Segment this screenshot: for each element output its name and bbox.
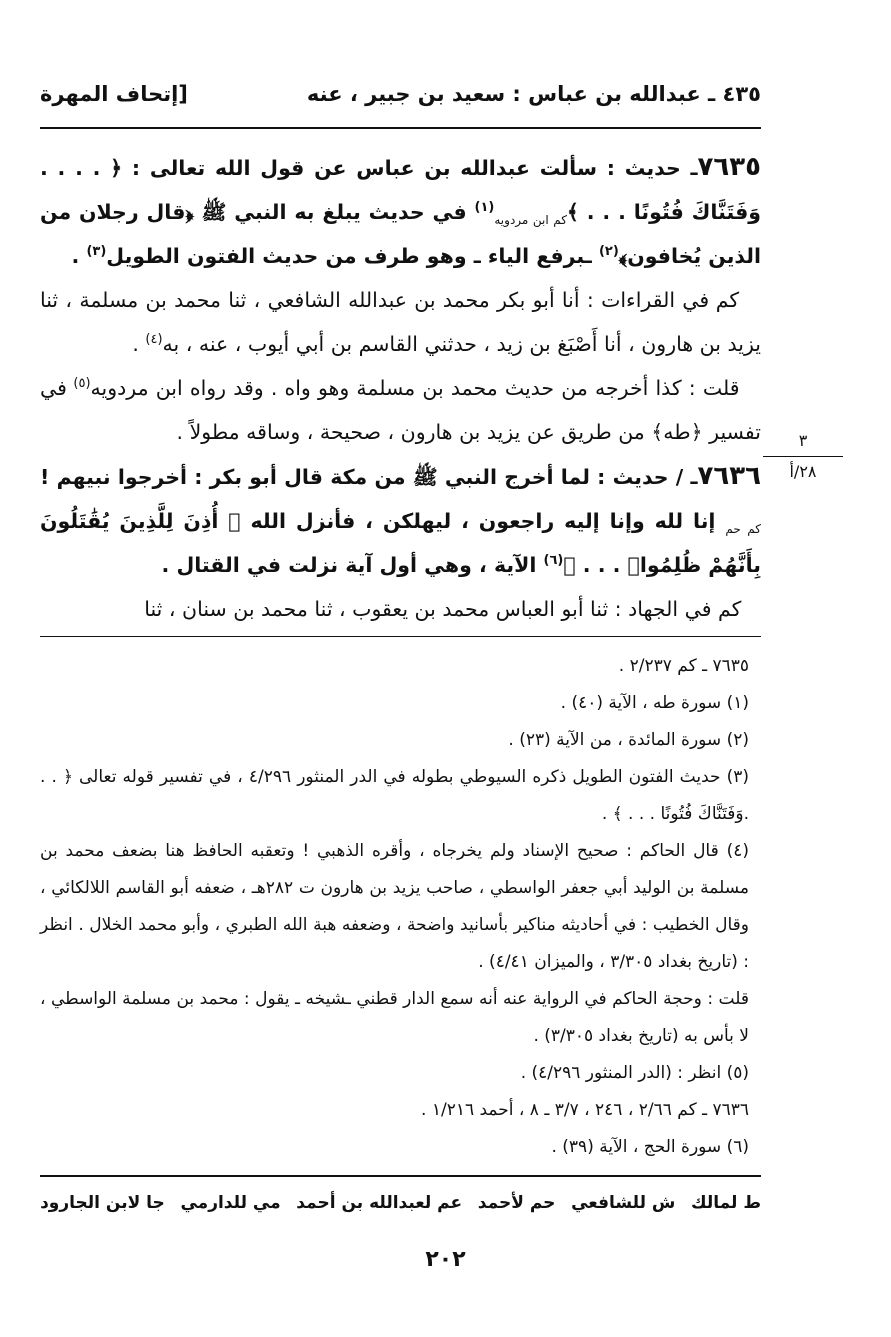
footnote-ref: (٥) bbox=[73, 376, 91, 392]
folio-divider bbox=[763, 456, 843, 457]
footnote-ref: (٣) bbox=[86, 244, 107, 260]
footnote-separator bbox=[40, 636, 761, 637]
sigla-legend bbox=[40, 1193, 761, 1213]
hadith-7635 bbox=[40, 145, 761, 278]
source-siglum: كم حم bbox=[725, 522, 761, 537]
footnote: قلت : وحجة الحاكم في الرواية عنه أنه سمع الدار قطني ـشيخه ـ يقول : محمد بن مسلمة الواسطي ، لا بأس به (تاريخ بغداد ٣/٣٠٥) . bbox=[40, 989, 749, 1046]
hadith-text: ـ / حديث : لما أخرج النبي ﷺ من مكة قال أبو بكر : أخرجوا نبيهم ! bbox=[40, 465, 698, 489]
siglum: جا لابن الجارود bbox=[40, 1193, 165, 1213]
source-siglum: كم ابن مردويه bbox=[494, 213, 567, 228]
isnad-7635 bbox=[40, 278, 761, 366]
hadith-number: ٧٦٣٦ bbox=[697, 461, 761, 491]
folio-number: ٢٨/أ bbox=[789, 462, 817, 481]
isnad-7636 bbox=[40, 587, 761, 631]
page-number: ٢٠٢ bbox=[425, 1247, 466, 1272]
hadith-text: ـ حديث : سألت عبدالله بن عباس عن قول الله تعالى : ﴿ . . . . وَفَتَنَّاكَ فُتُونًا . . . ﴾ bbox=[40, 156, 761, 224]
siglum: مي للدارمي bbox=[180, 1193, 281, 1213]
siglum: ط لمالك bbox=[691, 1193, 761, 1213]
footnote: (١) سورة طه ، الآية (٤٠) . bbox=[560, 693, 749, 713]
siglum: ش للشافعي bbox=[571, 1193, 676, 1213]
footnote: (٣) حديث الفتون الطويل ذكره السيوطي بطوله في الدر المنثور ٤/٢٩٦ ، في تفسير قوله تعالى ﴿ . . .وَفَتَنَّاكَ فُتُونًا . . . ﴾ . bbox=[40, 767, 750, 824]
running-head bbox=[40, 82, 761, 116]
footnote: (٢) سورة المائدة ، من الآية (٢٣) . bbox=[508, 730, 749, 750]
siglum: عم لعبدالله بن أحمد bbox=[296, 1193, 463, 1213]
comment-7635 bbox=[40, 366, 761, 454]
hadith-text: ـبرفع الياء ـ وهو طرف من حديث الفتون الطويل bbox=[106, 244, 599, 268]
running-head-chapter: ٤٣٥ ـ عبدالله بن عباس : سعيد بن جبير ، عنه bbox=[306, 82, 761, 106]
footnote-ref: (٦) bbox=[543, 553, 564, 569]
main-text bbox=[40, 145, 761, 631]
footnotes bbox=[40, 648, 761, 1166]
isnad-text: . bbox=[132, 332, 146, 356]
footnote: ٧٦٣٦ ـ كم ٢/٦٦ ، ٢٤٦ ، ٣/٧ ـ ٨ ، أحمد ١/٢١٦ . bbox=[421, 1100, 749, 1120]
hadith-7636 bbox=[40, 454, 761, 587]
hadith-text: في حديث يبلغ به النبي ﷺ ﴿قال رجلان من الذين يُخافون﴾ bbox=[40, 200, 761, 268]
footnote: (٥) انظر : (الدر المنثور ٤/٢٩٦) . bbox=[520, 1063, 749, 1083]
footnote-ref: (١) bbox=[474, 200, 495, 216]
comment-text: في تفسير ﴿طه﴾ من طريق عن يزيد بن هارون ، صحيحة ، وساقه مطولاً . bbox=[40, 376, 761, 444]
footnote-ref: (٤) bbox=[145, 332, 163, 348]
header-rule bbox=[40, 127, 761, 129]
manuscript-folio-marker bbox=[755, 430, 851, 483]
footnote: (٤) قال الحاكم : صحيح الإسناد ولم يخرجاه ، وأقره الذهبي ! وتعقبه الحافظ هنا بضعف محمد بن مسلمة بن الوليد أبي جعفر الواسطي ، صاحب يزيد بن هارون ت ٢٨٢هـ ، ضعفه أبو القاسم اللالكائي ، وقال الخطيب : في أحاديثه مناكير بأسانيد واضحة ، وضعفه هبة الله الطبري ، وأبو محمد الخلال . انظر : (تاريخ بغداد ٣/٣٠٥ ، والميزان ٤/٤١) . bbox=[40, 841, 749, 972]
comment-text: قلت : كذا أخرجه من حديث محمد بن مسلمة وهو واه . وقد رواه ابن مردويه bbox=[90, 376, 740, 400]
hadith-text: . bbox=[71, 244, 87, 268]
siglum: حم لأحمد bbox=[477, 1193, 556, 1213]
sigla-separator bbox=[40, 1175, 761, 1177]
hadith-text: الآية ، وهي أول آية نزلت في القتال . bbox=[161, 553, 544, 577]
folio-volume: ٣ bbox=[798, 431, 808, 450]
isnad-text: كم في الجهاد : ثنا أبو العباس محمد بن يعقوب ، ثنا محمد بن سنان ، ثنا bbox=[144, 597, 742, 621]
footnote: ٧٦٣٥ ـ كم ٢/٢٣٧ . bbox=[618, 656, 749, 676]
running-head-book-title: [إتحاف المهرة bbox=[40, 82, 188, 106]
footnote: (٦) سورة الحج ، الآية (٣٩) . bbox=[551, 1137, 749, 1157]
footnote-ref: (٢) bbox=[598, 244, 619, 260]
isnad-text: كم في القراءات : أنا أبو بكر محمد بن عبدالله الشافعي ، ثنا محمد بن مسلمة ، ثنا يزيد بن هارون ، أنا أَصْبَغ بن زيد ، حدثني القاسم بن أبي أيوب ، عنه ، به bbox=[40, 288, 761, 356]
hadith-text: إنا لله وإنا إليه راجعون ، ليهلكن ، فأنزل الله ﴿ أُذِنَ لِلَّذِينَ يُقَٰتَلُونَ بِأَنَّهُمْ ظُلِمُوا۟ . . . ﴾ bbox=[40, 509, 761, 577]
hadith-number: ٧٦٣٥ bbox=[697, 152, 761, 182]
